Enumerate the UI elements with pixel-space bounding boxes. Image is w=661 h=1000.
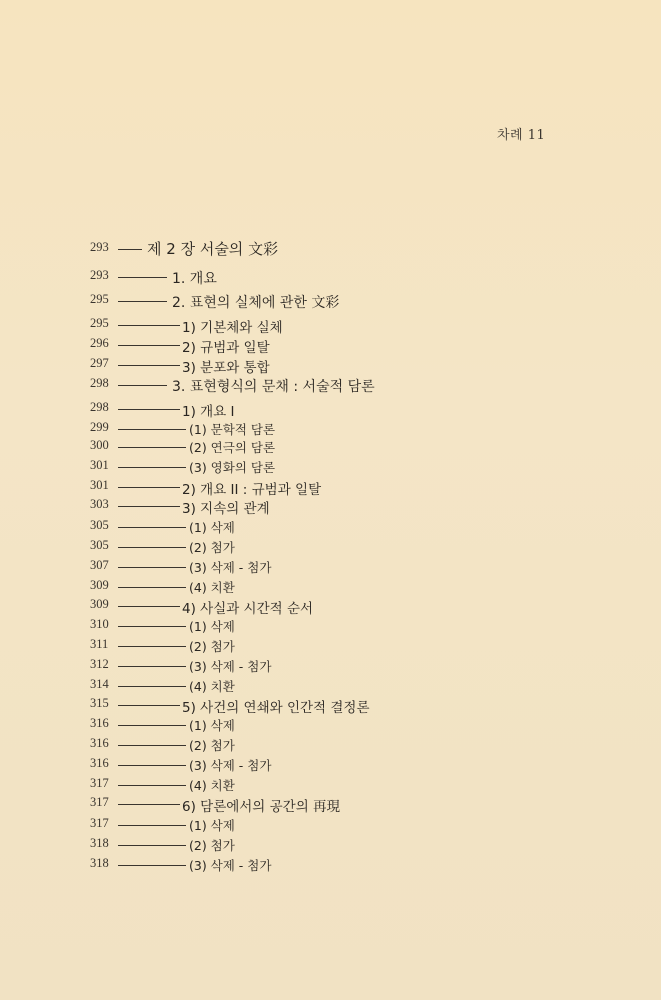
toc-entry-title: 5) 사건의 연쇄와 인간적 결정론 — [182, 700, 370, 716]
toc-entry — [0, 354, 661, 374]
toc-leader-line — [118, 587, 186, 588]
toc-page-number: 293 — [90, 268, 109, 282]
toc-entry — [0, 456, 661, 476]
toc-page-number: 317 — [90, 795, 109, 809]
toc-entry — [0, 635, 661, 655]
toc-entry-title: 3. 표현형식의 문채 : 서술적 담론 — [172, 379, 375, 395]
toc-entry — [0, 266, 661, 286]
toc-leader-line — [118, 705, 180, 706]
toc-entry — [0, 334, 661, 354]
toc-leader-line — [118, 547, 186, 548]
toc-entry — [0, 694, 661, 714]
toc-entry — [0, 595, 661, 615]
toc-page-number: 300 — [90, 438, 109, 452]
toc-entry — [0, 714, 661, 734]
toc-entry — [0, 516, 661, 536]
toc-page-number: 301 — [90, 478, 109, 492]
toc-entry-title: (3) 삭제 - 첨가 — [189, 858, 272, 873]
toc-entry-title: 제 2 장 서술의 文彩 — [147, 240, 279, 258]
toc-leader-line — [118, 527, 186, 528]
toc-entry-title: 1) 기본체와 실체 — [182, 320, 283, 336]
toc-page-number: 293 — [90, 240, 109, 254]
toc-entry-title: 6) 담론에서의 공간의 再現 — [182, 799, 341, 815]
toc-page-number: 317 — [90, 776, 109, 790]
toc-entry — [0, 675, 661, 695]
toc-entry-title: 2. 표현의 실체에 관한 文彩 — [172, 295, 340, 311]
toc-entry-title: (1) 삭제 — [189, 718, 235, 733]
toc-leader-line — [118, 325, 180, 326]
toc-leader-line — [118, 865, 186, 866]
toc-leader-line — [118, 487, 180, 488]
toc-entry-title: (2) 첨가 — [189, 738, 235, 753]
toc-entry — [0, 655, 661, 675]
toc-entry-title: (2) 연극의 담론 — [189, 440, 276, 455]
toc-page-number: 298 — [90, 376, 109, 390]
toc-leader-line — [118, 725, 186, 726]
toc-entry — [0, 556, 661, 576]
toc-entry — [0, 536, 661, 556]
toc-entry — [0, 238, 661, 258]
toc-entry — [0, 576, 661, 596]
toc-page-number: 317 — [90, 816, 109, 830]
toc-entry — [0, 793, 661, 813]
toc-page-number: 296 — [90, 336, 109, 350]
toc-entry-title: 1) 개요 I — [182, 404, 235, 420]
toc-entry-title: (2) 첨가 — [189, 540, 235, 555]
toc-entry — [0, 418, 661, 438]
toc-entry-title: (1) 삭제 — [189, 520, 235, 535]
toc-entry — [0, 734, 661, 754]
toc-entry-title: (4) 치환 — [189, 580, 235, 595]
toc-entry — [0, 774, 661, 794]
toc-leader-line — [118, 686, 186, 687]
toc-entry — [0, 476, 661, 496]
toc-entry-title: 2) 개요 II : 규범과 일탈 — [182, 482, 322, 498]
toc-leader-line — [118, 626, 186, 627]
toc-page-number: 311 — [90, 637, 109, 651]
toc-page-number: 309 — [90, 578, 109, 592]
toc-entry — [0, 436, 661, 456]
toc-page-number: 297 — [90, 356, 109, 370]
toc-entry-title: 3) 지속의 관계 — [182, 501, 270, 517]
toc-entry — [0, 398, 661, 418]
toc-leader-line — [118, 467, 186, 468]
toc-entry-title: (3) 삭제 - 첨가 — [189, 659, 272, 674]
toc-page-number: 314 — [90, 677, 109, 691]
toc-leader-line — [118, 301, 167, 302]
toc-leader-line — [118, 845, 186, 846]
toc-entry — [0, 854, 661, 874]
toc-page-number: 310 — [90, 617, 109, 631]
toc-leader-line — [118, 429, 186, 430]
toc-entry — [0, 374, 661, 394]
toc-page-number: 318 — [90, 856, 109, 870]
toc-entry-title: (3) 영화의 담론 — [189, 460, 276, 475]
toc-entry-title: 4) 사실과 시간적 순서 — [182, 601, 314, 617]
toc-entry-title: 3) 분포와 통합 — [182, 360, 270, 376]
toc-leader-line — [118, 409, 180, 410]
toc-page-number: 309 — [90, 597, 109, 611]
toc-entry-title: (1) 삭제 — [189, 619, 235, 634]
toc-leader-line — [118, 765, 186, 766]
toc-page-number: 315 — [90, 696, 109, 710]
toc-page-number: 298 — [90, 400, 109, 414]
toc-leader-line — [118, 825, 186, 826]
toc-page-number: 318 — [90, 836, 109, 850]
toc-entry-title: (4) 치환 — [189, 679, 235, 694]
toc-leader-line — [118, 804, 180, 805]
toc-entry-title: (3) 삭제 - 첨가 — [189, 560, 272, 575]
toc-leader-line — [118, 365, 180, 366]
toc-page-number: 299 — [90, 420, 109, 434]
toc-page-number: 295 — [90, 292, 109, 306]
toc-entry-title: (1) 삭제 — [189, 818, 235, 833]
toc-entry-title: (2) 첨가 — [189, 639, 235, 654]
toc-leader-line — [118, 606, 180, 607]
toc-leader-line — [118, 345, 180, 346]
toc-leader-line — [118, 385, 167, 386]
toc-page-number: 301 — [90, 458, 109, 472]
toc-leader-line — [118, 745, 186, 746]
toc-entry — [0, 834, 661, 854]
toc-page-number: 312 — [90, 657, 109, 671]
toc-leader-line — [118, 646, 186, 647]
toc-page-number: 316 — [90, 756, 109, 770]
toc-entry — [0, 290, 661, 310]
toc-entry — [0, 615, 661, 635]
toc-leader-line — [118, 785, 186, 786]
toc-leader-line — [118, 666, 186, 667]
toc-page-number: 303 — [90, 497, 109, 511]
toc-entry-title: (1) 문학적 담론 — [189, 422, 276, 437]
toc-entry-title: (3) 삭제 - 첨가 — [189, 758, 272, 773]
toc-page-number: 316 — [90, 736, 109, 750]
toc-entry — [0, 814, 661, 834]
toc-entry-title: 2) 규범과 일탈 — [182, 340, 270, 356]
toc-entry — [0, 495, 661, 515]
toc-entry — [0, 314, 661, 334]
toc-leader-line — [118, 447, 186, 448]
toc-entry-title: (2) 첨가 — [189, 838, 235, 853]
toc-leader-line — [118, 249, 142, 250]
toc-leader-line — [118, 277, 167, 278]
toc-leader-line — [118, 567, 186, 568]
toc-page-number: 307 — [90, 558, 109, 572]
running-header: 차례 11 — [497, 128, 546, 143]
toc-entry-title: 1. 개요 — [172, 271, 217, 287]
toc-page-number: 316 — [90, 716, 109, 730]
toc-leader-line — [118, 506, 180, 507]
toc-page-number: 305 — [90, 538, 109, 552]
toc-page-number: 305 — [90, 518, 109, 532]
toc-entry-title: (4) 치환 — [189, 778, 235, 793]
toc-entry — [0, 754, 661, 774]
toc-page-number: 295 — [90, 316, 109, 330]
